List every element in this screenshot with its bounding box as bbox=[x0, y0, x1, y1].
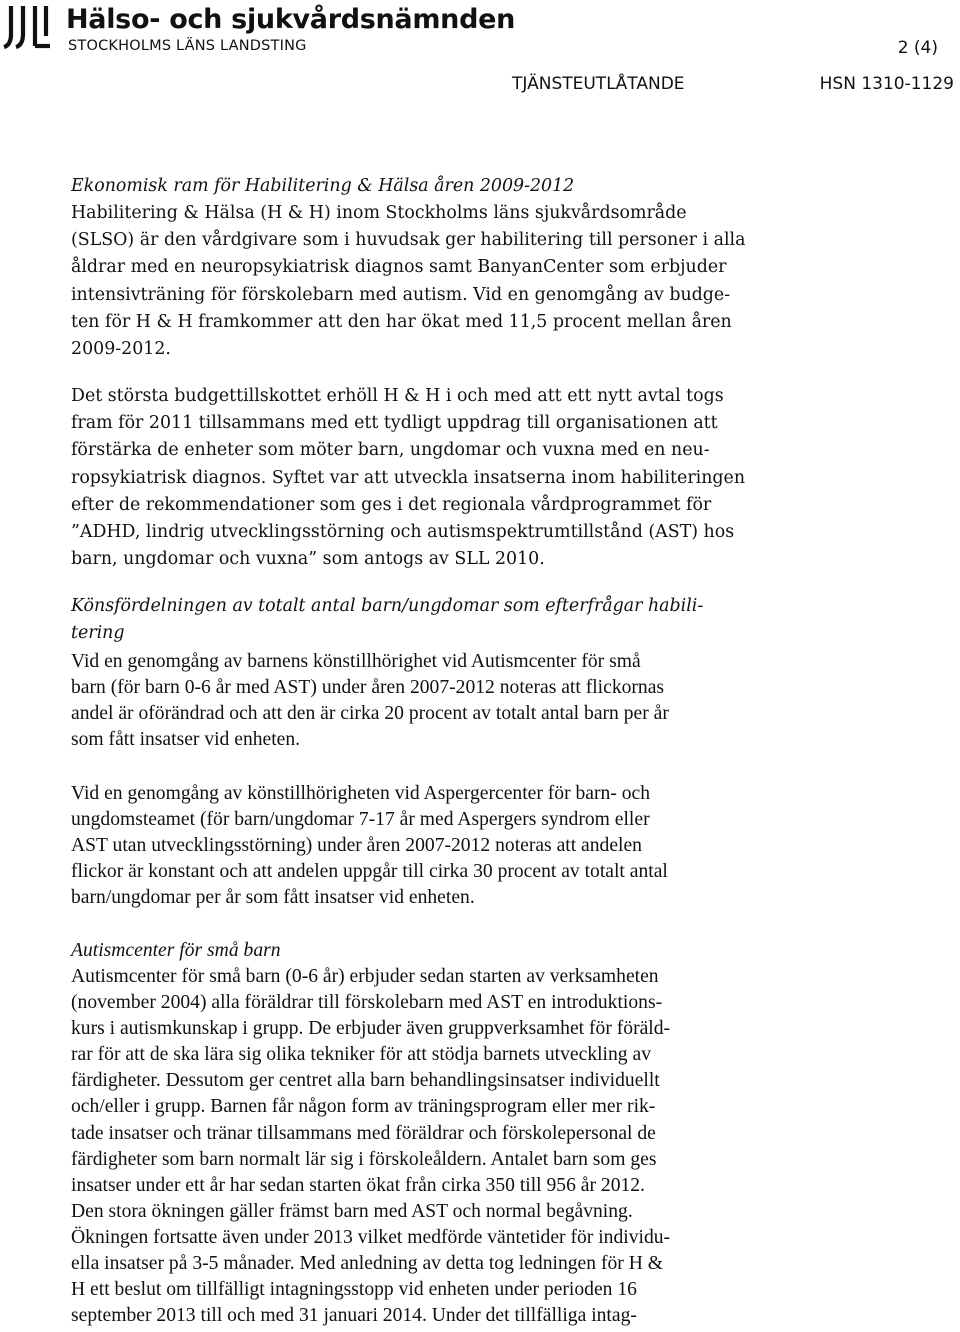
text-line: Vid en genomgång av könstillhörigheten vid Aspergercenter för barn- och bbox=[71, 783, 651, 804]
heading-line: tering bbox=[71, 623, 125, 644]
sll-logo-graphic bbox=[2, 4, 52, 50]
text-line: och/eller i grupp. Barnen får någon form av träningsprogram eller mer rik- bbox=[71, 1096, 656, 1118]
text-line: Vid en genomgång av barnens könstillhörighet vid Autismcenter för små bbox=[71, 651, 641, 672]
text-line: Autismcenter för små barn (0-6 år) erbjuder sedan starten av verksamheten bbox=[71, 966, 659, 987]
org-name: Hälso- och sjukvårdsnämnden bbox=[66, 4, 516, 35]
section-3-paragraph-1 bbox=[71, 964, 891, 1329]
text-line: fram för 2011 tillsammans med ett tydligt uppdrag till organisationen att bbox=[71, 413, 718, 434]
section-1-paragraph-2 bbox=[71, 383, 891, 573]
section-2-paragraph-1 bbox=[71, 649, 891, 753]
text-line: färdigheter. Dessutom ger centret alla barn behandlingsinsatser individuellt bbox=[71, 1070, 660, 1092]
text-line: ella insatser på 3-5 månader. Med anledning av detta tog ledningen för H & bbox=[71, 1253, 663, 1275]
text-line: rar för att de ska lära sig olika tekniker för att stödja barnets utveckling av bbox=[71, 1044, 651, 1066]
text-line: färdigheter som barn normalt lär sig i förskoleåldern. Antalet barn som ges bbox=[71, 1148, 657, 1170]
section-2-paragraph-2 bbox=[71, 781, 891, 911]
section-2-heading bbox=[71, 593, 891, 647]
text-line: 2009-2012. bbox=[71, 339, 171, 360]
text-line: barn, ungdomar och vuxna” som antogs av SLL 2010. bbox=[71, 549, 545, 570]
text-line: (november 2004) alla föräldrar till förskolebarn med AST en introduktions- bbox=[71, 992, 663, 1014]
heading-line: Autismcenter för små barn bbox=[71, 940, 281, 961]
text-line: Ökningen fortsatte även under 2013 vilket medförde väntetider för individu- bbox=[71, 1226, 671, 1248]
text-line: intensivträning för förskolebarn med autism. Vid en genomgång av budge- bbox=[71, 284, 731, 305]
text-line: ungdomsteamet (för barn/ungdomar 7-17 år med Aspergers syndrom eller bbox=[71, 809, 650, 831]
text-line: Habilitering & Hälsa (H & H) inom Stockholms läns sjukvårdsområde bbox=[71, 203, 687, 223]
text-line: september 2013 till och med 31 januari 2014. Under det tillfälliga intag- bbox=[71, 1305, 637, 1327]
text-line: Det största budgettillskottet erhöll H & H i och med att ett nytt avtal togs bbox=[71, 386, 724, 406]
document-reference: HSN 1310-1129 bbox=[819, 74, 954, 94]
heading-line: Ekonomisk ram för Habilitering & Hälsa åren 2009-2012 bbox=[71, 176, 575, 196]
text-line: kurs i autismkunskap i grupp. De erbjuder även gruppverksamhet för föräld- bbox=[71, 1018, 671, 1040]
text-line: ”ADHD, lindrig utvecklingsstörning och autismspektrumtillstånd (AST) hos bbox=[71, 522, 735, 543]
text-line: efter de rekommendationer som ges i det regionala vårdprogrammet för bbox=[71, 494, 712, 515]
text-line: ropsykiatrisk diagnos. Syftet var att utveckla insatserna inom habiliteringen bbox=[71, 467, 746, 488]
text-line: som fått insatser vid enheten. bbox=[71, 729, 301, 751]
text-line: insatser under ett år har sedan starten ökat från cirka 350 till 956 år 2012. bbox=[71, 1174, 646, 1196]
org-subtitle: STOCKHOLMS LÄNS LANDSTING bbox=[68, 38, 307, 54]
text-line: barn (för barn 0-6 år med AST) under åren 2007-2012 noteras att flickornas bbox=[71, 677, 665, 699]
text-line: andel är oförändrad och att den är cirka 20 procent av totalt antal barn per år bbox=[71, 703, 669, 725]
section-3-heading bbox=[71, 938, 891, 964]
text-line: åldrar med en neuropsykiatrisk diagnos samt BanyanCenter som erbjuder bbox=[71, 257, 727, 278]
text-line: förstärka de enheter som möter barn, ungdomar och vuxna med en neu- bbox=[71, 440, 710, 461]
document-type: TJÄNSTEUTLÅTANDE bbox=[512, 74, 685, 94]
section-1-paragraph-1 bbox=[71, 200, 891, 363]
text-line: ten för H & H framkommer att den har ökat med 11,5 procent mellan åren bbox=[71, 311, 732, 332]
sll-logo-icon bbox=[2, 4, 52, 50]
text-line: Den stora ökningen gäller främst barn med AST och normal begåvning. bbox=[71, 1200, 633, 1222]
heading-line: Könsfördelningen av totalt antal barn/ungdomar som efterfrågar habili- bbox=[71, 596, 704, 616]
text-line: (SLSO) är den vårdgivare som i huvudsak ger habilitering till personer i alla bbox=[71, 230, 746, 251]
section-1-heading bbox=[71, 173, 891, 200]
page-number: 2 (4) bbox=[897, 38, 938, 58]
text-line: flickor är konstant och att andelen uppgår till cirka 30 procent av totalt antal bbox=[71, 861, 668, 883]
text-line: AST utan utvecklingsstörning) under åren 2007-2012 noteras att andelen bbox=[71, 835, 642, 857]
text-line: tade insatser och tränar tillsammans med föräldrar och förskolepersonal de bbox=[71, 1122, 656, 1144]
text-line: barn/ungdomar per år som fått insatser vid enheten. bbox=[71, 887, 475, 909]
text-line: H ett beslut om tillfälligt intagningsstopp vid enheten under perioden 16 bbox=[71, 1279, 637, 1301]
